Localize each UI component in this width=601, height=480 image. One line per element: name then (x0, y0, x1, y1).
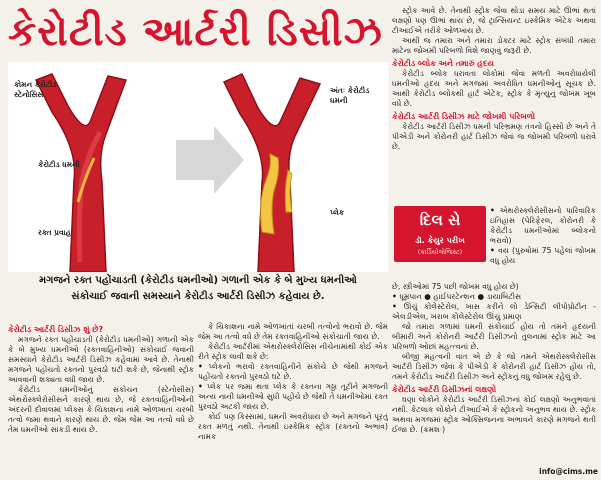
right-bottom-paragraph-1: જો તમારા ગળામાં ધમની સંકોચાઈ હોય તો તમને હૃદયની બીમારી અને કોરોનરી આર્ટરી ડિસીઝનો તુલનામાં સ્ટ્રોક માટે આ પરિબળો ઓછાં મહત્ત્વનાં છે. (392, 322, 596, 351)
column-right-bottom (392, 282, 596, 478)
author-role: (કાર્ડિયોલોજિસ્ટ) (417, 248, 463, 256)
author-name: ડૉ. કેયુર પરીખ (415, 236, 465, 245)
left-artery (36, 74, 126, 272)
artery-illustration (8, 62, 388, 272)
heading-symptoms: કેરોટીડ આર્ટરી ડિસીઝનાં લક્ષણો (392, 385, 497, 394)
risk-age-continued: છે, સ્ત્રીઓમાં 75 પછી જોખમ વધુ હોય છે) (392, 282, 519, 291)
heading-carotid-heart: કેરોટીડ બ્લોક અને તમારું હૃદય (392, 59, 494, 68)
dil-se-column-box (394, 206, 486, 262)
contact-email: info@cims.me (539, 467, 598, 476)
article-title: કેરોટીડ આર્ટરી ડિસીઝ (8, 9, 383, 55)
right-bottom-paragraph-2: બીજી મહત્વની વાત એ છે કે જો તમને એથરોસ્ક્લેરોસીસ આર્ટરી ડિસીઝ જેવા કે પીએડી કે કોરોનરી હાર્ટ ડિસીઝ હોય તો, તમને કેરોટીડ આર્ટરી ડિસીઝ અને સ્ટ્રોકનું વધુ જોખમ રહેલું છે. (392, 352, 596, 381)
middle-bullet-2: • પ્લેક પર જમા થતા પ્લેક કે રક્તના ગઠ્ઠા તૂટીને મગજની અન્ય નાની ધમનીઓ સુધી પહોંચે છે જેથી તે ધમનીઓમાં રક્ત પુરવઠો અટકી જાય છે. (198, 382, 388, 412)
risk-bullet-age: • વય (પુરુષોમાં 75 પહેલાં જોખમ વધુ હોય (490, 246, 596, 266)
dil-se-title: દિલ સે (419, 211, 461, 229)
label-blood-flow: રક્ત પ્રવાહ (38, 228, 71, 237)
label-carotid-artery: કેરોટીડ ધમની (38, 160, 80, 169)
risk-bullet-cholesterol: • ઊંચું કોલેસ્ટેરોલ, ખાસ કરીને લો ડેન્સિટી લીપોપ્રોટીન - એલડીએલ, ખરાબ કોલેસ્ટેરોલ ઊંચું પ્રમાણ (392, 302, 596, 322)
right-artery (224, 74, 320, 272)
middle-paragraph-2: કેરોટીડ આર્ટરીમાં એથરોસ્ક્લેરોસિસ નીચેનામાંથી કોઈ એક રીતે સ્ટ્રોક લાવી શકે છે: (198, 342, 388, 361)
column-right-top (392, 6, 596, 206)
middle-bullet-1: • પ્લેકનો ભરાવો રક્તવાહિનીને સંકોચે છે જેથી મગજને પહોંચતો રક્તનો પુરવઠો ઘટે છે. (198, 362, 388, 382)
left-paragraph-1: મગજને રક્ત પહોંચાડતી (કેરોટીડ ધમનીઓ) ગળાની એક કે બે મુખ્ય ધમનીઓ (રક્તવાહિનીઓ) સંકોચાઈ જવાની સમસ્યાને કેરોટીડ આર્ટરી ડિસીઝ કહેવામાં આવે છે. તેનાથી મગજને પહોંચતો રક્તનો પુરવઠો ઘટી શકે છે, જેનાથી સ્ટ્રોક આવવાની શક્યતા વધી જાય છે. (8, 335, 194, 384)
column-middle (198, 322, 388, 478)
middle-paragraph-3: કોઈ પણ કિસ્સામાં, ધમની અવરોધાય છે અને મગજને પૂરતું રક્ત મળતું નથી. તેનાથી ઇસ્કેમિક સ્ટ્રોક (રક્તનો અભાવ) નામક (198, 412, 388, 441)
label-common-carotid: કોમન કેરોટીડ સ્ટેનોસિસ (14, 80, 57, 99)
right-paragraph-1: સ્ટ્રોક આવે છે. તેનાથી સ્ટ્રોક જેવા થોડા સમય માટે ઊભાં થતાં લક્ષણો પણ ઊભાં થાય છે, જે ટ્રાન્સિયન્ટ ઇસ્કેમિક એટેક અથવા ટીઆઈએ તરીકે ઓળખાય છે. (392, 6, 596, 35)
right-paragraph-2: આથી જ તમારા અને તમારા ડોક્ટર માટે સ્ટ્રોક સંબંધી તમારા માટેના જોખમી પરિબળો વિશે જાણવું જરૂરી છે. (392, 36, 596, 55)
risk-bullet-smoking: • ધૂમ્રપાન ● હાઈપરટેન્શન ● ડાયાબિટીસ (392, 292, 596, 302)
right-paragraph-4: કેરોટીડ આર્ટરી ડિસીઝ ધમની પરિભ્રમણ તંત્રનો હિસ્સો છે અને તે પીએડી અને કોરોનરી હાર્ટ ડિસીઝ જેવાં જ જોખમી પરિબળો ધરાવે છે. (392, 122, 596, 151)
risk-list-top (490, 206, 596, 282)
column-left (8, 322, 194, 478)
label-internal-carotid: અંતઃ કેરોટીડ ધમની (330, 86, 370, 105)
heading-what-is: કેરોટીડ આર્ટરી ડિસીઝ શું છે? (8, 325, 104, 334)
heading-risk-factors: કેરોટીડ આર્ટરી ડિસીઝ માટે જોખમી પરિબળો (392, 112, 536, 121)
illustration-caption: મગજને રક્ત પહોંચાડતી (કેરોટીડ ધમનીઓ) ગળાની એક કે બે મુખ્ય ધમનીઓ સંકોચાઈ જવાની સમસ્યાને કેરોટીડ આર્ટરી ડિસીઝ કહેવાય છે. (39, 275, 357, 302)
progression-arrow (176, 126, 244, 194)
left-paragraph-2: કેરોટીડ ધમનીઓનું સંકોચન (સ્ટેનોસીસ) એથરોસ્ક્લેરોસીસને કારણે થાય છે, જે રક્તવાહિનીઓની અંદરની દીવાલમાં પ્લેક્સ કે ચિકાશના નામે ઓળખાતાં ચરબી તત્વો જમા થવાને કારણે થાય છે. જેમ જેમ આ તત્વો વધે છે તેમ ધમનીઓ સાંકડી થાય છે. (8, 385, 194, 434)
risk-bullet-family-history: • એથરોસ્ક્લેરોસીસનો પારિવારિક ઇતિહાસ (પેરિફેરલ, કોરોનરી કે કેરોટીડ ધમનીઓમાં બ્લોકનો ભરાવો) (490, 206, 596, 246)
right-bottom-paragraph-3: ઘણા લોકોને કેરોટીડ આર્ટરી ડિસીઝનાં કોઈ લક્ષણો અનુભવાતાં નથી. કેટલાક લોકોને ટીઆઈએ કે સ્ટ્રોકનો અનુભવ થાય છે. સ્ટ્રોક અથવા મગજમાં સ્ટ્રોક ઓક્સિજનના અભાવને કારણે મગજને થતી ઈજા છે. (ક્રમશઃ) (392, 395, 596, 434)
label-plaque: પ્લેક (330, 208, 345, 217)
right-paragraph-3: કેરોટીડ બ્લોક ધરાવતા લોકોમાં જેવા મળતી અવરોધાયેલી ધમનીઓ હૃદય અને મગજમાં અવરોધિત ધમનીઓનું સૂચક છે. આથી કેરોટીડ બ્લોકથી હાર્ટ એટેક, સ્ટ્રોક કે મૃત્યુનું જોખમ ખૂબ વધે છે. (392, 69, 596, 108)
middle-paragraph-1: કે ચિકાશના નામે ઓળખાતાં ચરબી તત્વોનો ભરાવો છે. જેમ જેમ આ તત્વો વધે છે તેમ રક્તવાહિનીઓ સંકોચાતી જાય છે. (198, 322, 388, 341)
